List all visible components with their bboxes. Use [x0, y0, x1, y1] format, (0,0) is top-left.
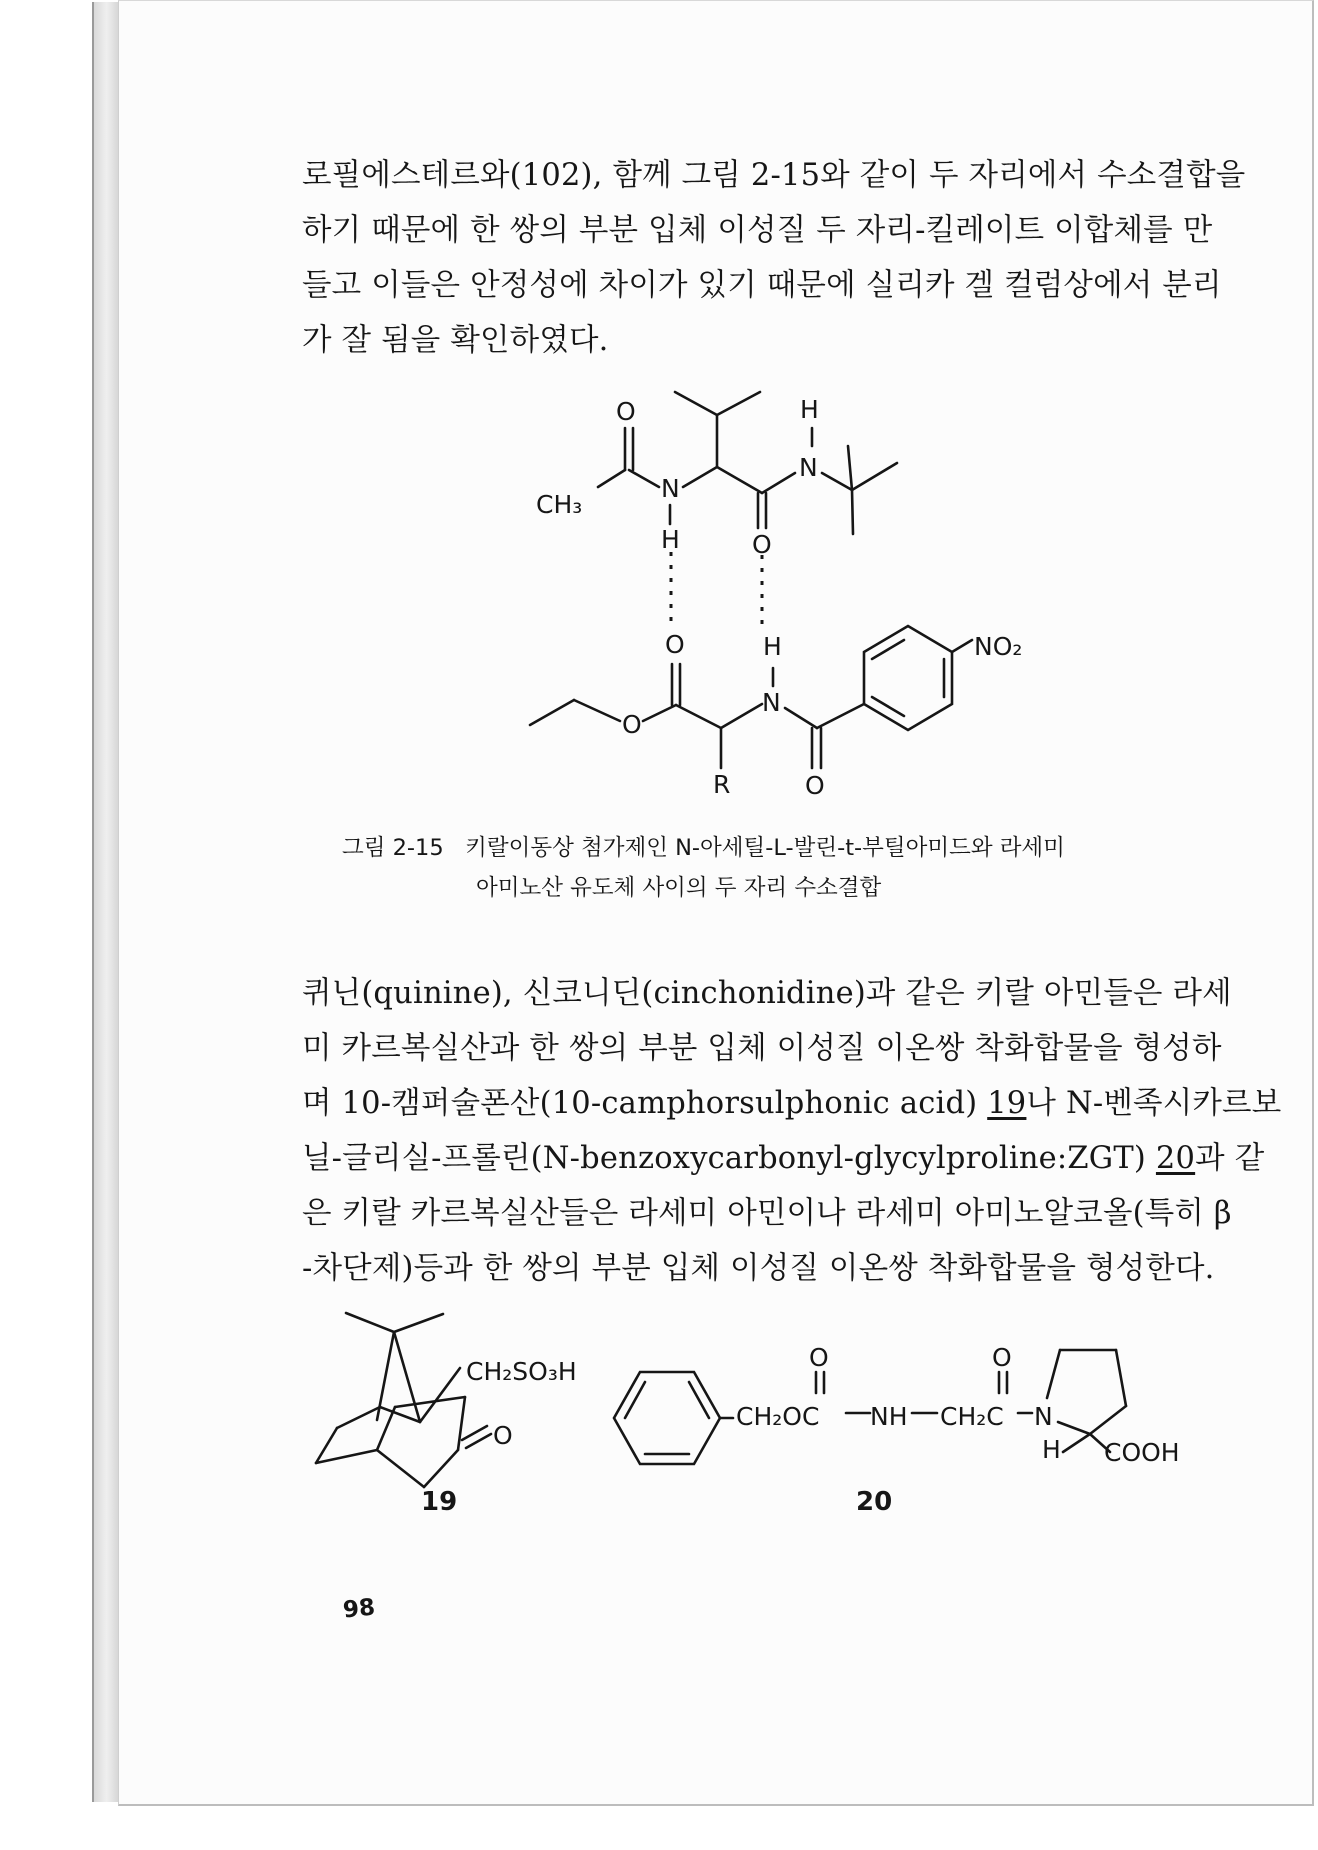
figure-caption	[342, 828, 1202, 908]
label-h: H	[800, 395, 819, 424]
text-line: -차단제)등과 한 쌍의 부분 입체 이성질 이온쌍 착화합물을 형성한다.	[302, 1251, 1215, 1286]
label-cooh: COOH	[1104, 1438, 1180, 1467]
text-segment: 며 10-캠퍼술폰산(10-camphorsulphonic acid)	[302, 1086, 988, 1121]
label-ch2c: CH₂C	[940, 1402, 1004, 1431]
text-segment: 닐-글리실-프롤린(N-benzoxycarbonyl-glycylproline:ZGT)	[302, 1141, 1156, 1176]
caption-line: 아미노산 유도체 사이의 두 자리 수소결합	[476, 875, 882, 901]
text-line: 하기 때문에 한 쌍의 부분 입체 이성질 두 자리-킬레이트 이합체를 만	[302, 213, 1213, 248]
label-ch2oc: CH₂OC	[736, 1402, 820, 1431]
label-nh: NH	[870, 1402, 908, 1431]
text-line	[302, 1076, 1282, 1131]
text-line: 미 카르복실산과 한 쌍의 부분 입체 이성질 이온쌍 착화합물을 형성하	[302, 1031, 1222, 1066]
compound-ref-20: 20	[1155, 1141, 1196, 1176]
label-o: O	[622, 710, 642, 739]
label-no2: NO₂	[974, 632, 1023, 661]
label-o: O	[805, 771, 825, 800]
label-n: N	[661, 474, 680, 503]
text-line: 들고 이들은 안정성에 차이가 있기 때문에 실리카 겔 컬럼상에서 분리	[302, 268, 1222, 303]
text-line: 퀴닌(quinine), 신코니딘(cinchonidine)과 같은 키랄 아민들은 라세	[302, 976, 1232, 1011]
label-o: O	[992, 1343, 1012, 1372]
text-line: 가 잘 됨을 확인하였다.	[302, 323, 609, 358]
label-o: O	[809, 1343, 829, 1372]
compound-ref-19: 19	[987, 1086, 1027, 1121]
text-segment: 과 같	[1195, 1141, 1265, 1176]
label-ch3: CH₃	[536, 490, 583, 519]
label-h: H	[763, 632, 782, 661]
figure-number: 그림 2-15	[342, 835, 444, 861]
label-h: H	[1042, 1435, 1061, 1464]
compound-number-20: 20	[856, 1487, 893, 1517]
label-n: N	[1034, 1402, 1053, 1431]
text-segment: 나 N-벤족시카르보	[1026, 1086, 1282, 1121]
caption-line: 키랄이동상 첨가제인 N-아세틸-L-발린-t-부틸아미드와 라세미	[465, 835, 1065, 861]
label-ch2so3h: CH₂SO₃H	[466, 1357, 577, 1386]
text-line: 로필에스테르와(102), 함께 그림 2-15와 같이 두 자리에서 수소결합을	[302, 158, 1246, 193]
label-o: O	[752, 530, 772, 559]
label-o: O	[665, 630, 685, 659]
label-n: N	[762, 688, 781, 717]
paragraph-2	[302, 966, 1282, 1296]
compounds-19-20-structures	[0, 1250, 1318, 1850]
label-h: H	[661, 525, 680, 554]
label-o: O	[493, 1421, 513, 1450]
page-number: 98	[341, 1594, 377, 1624]
figure-2-15-structure	[0, 0, 1318, 820]
label-o: O	[616, 397, 636, 426]
compound-number-19: 19	[421, 1487, 458, 1517]
label-r: R	[713, 770, 731, 799]
label-n: N	[799, 453, 818, 482]
text-line: 은 키랄 카르복실산들은 라세미 아민이나 라세미 아미노알코올(특히 β	[302, 1196, 1232, 1231]
text-line	[302, 1131, 1265, 1186]
